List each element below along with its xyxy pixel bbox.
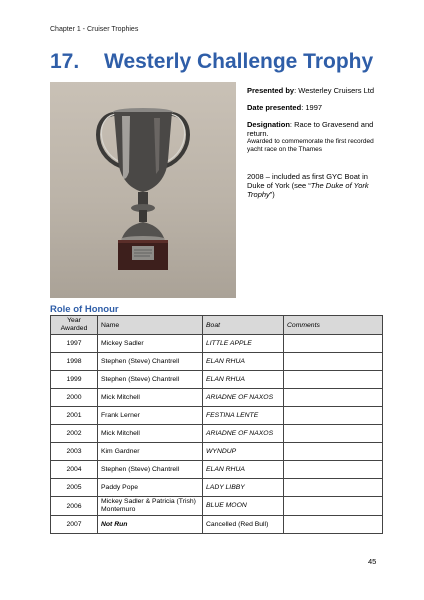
designation-label: Designation bbox=[247, 120, 290, 129]
boat-cell: ELAN RHUA bbox=[203, 353, 284, 371]
col-boat-header: Boat bbox=[203, 316, 284, 335]
trophy-photo bbox=[50, 82, 236, 298]
table-row bbox=[51, 335, 383, 353]
trophy-illustration bbox=[50, 82, 236, 298]
col-year-header: Year Awarded bbox=[51, 316, 98, 335]
presented-label: Presented by bbox=[247, 86, 295, 95]
comments-cell bbox=[284, 461, 383, 479]
name-cell: Kim Gardner bbox=[98, 443, 203, 461]
name-cell: Frank Lerner bbox=[98, 407, 203, 425]
table-row bbox=[51, 353, 383, 371]
section-title: Westerly Challenge Trophy bbox=[104, 50, 374, 73]
designation bbox=[247, 120, 375, 154]
roll-of-honour-table bbox=[50, 315, 383, 534]
boat-cell: Cancelled (Red Bull) bbox=[203, 516, 284, 534]
chapter-header: Chapter 1 - Cruiser Trophies bbox=[50, 26, 139, 33]
comments-cell bbox=[284, 479, 383, 497]
year-cell: 2003 bbox=[51, 443, 98, 461]
year-cell: 2007 bbox=[51, 516, 98, 534]
boat-cell: WYNDUP bbox=[203, 443, 284, 461]
boat-cell: ELAN RHUA bbox=[203, 461, 284, 479]
year-cell: 1997 bbox=[51, 335, 98, 353]
table-row bbox=[51, 461, 383, 479]
comments-cell bbox=[284, 516, 383, 534]
table-header-row bbox=[51, 316, 383, 335]
designation-note: Awarded to commemorate the first recorded yacht race on the Thames bbox=[247, 138, 374, 153]
boat-cell: ARIADNE OF NAXOS bbox=[203, 425, 284, 443]
table-row bbox=[51, 407, 383, 425]
boat-cell: FESTINA LENTE bbox=[203, 407, 284, 425]
comments-cell bbox=[284, 335, 383, 353]
year-cell: 2001 bbox=[51, 407, 98, 425]
comments-cell bbox=[284, 425, 383, 443]
year-cell: 2004 bbox=[51, 461, 98, 479]
boat-cell: LITTLE APPLE bbox=[203, 335, 284, 353]
table-row bbox=[51, 516, 383, 534]
year-cell: 2005 bbox=[51, 479, 98, 497]
name-cell: Not Run bbox=[98, 516, 203, 534]
note-2008-prefix: 2008 – included as first GYC Boat in Duke of York (see “ bbox=[247, 172, 368, 190]
year-cell: 2006 bbox=[51, 497, 98, 516]
presented-by bbox=[247, 86, 375, 95]
table-row bbox=[51, 371, 383, 389]
section-number: 17. bbox=[50, 50, 80, 73]
comments-cell bbox=[284, 389, 383, 407]
boat-cell: BLUE MOON bbox=[203, 497, 284, 516]
duke-of-york-reference: The Duke of York Trophy bbox=[247, 181, 369, 199]
designation-value: : Race to Gravesend and return. bbox=[247, 120, 374, 138]
comments-cell bbox=[284, 443, 383, 461]
note-2008 bbox=[247, 172, 375, 199]
name-cell: Mickey Sadler & Patricia (Trish) Montemuro bbox=[98, 497, 203, 516]
comments-cell bbox=[284, 371, 383, 389]
year-cell: 2002 bbox=[51, 425, 98, 443]
name-cell: Stephen (Steve) Chantrell bbox=[98, 371, 203, 389]
name-cell: Stephen (Steve) Chantrell bbox=[98, 353, 203, 371]
table-row bbox=[51, 389, 383, 407]
boat-cell: LADY LIBBY bbox=[203, 479, 284, 497]
presented-value: : Westerley Cruisers Ltd bbox=[294, 86, 374, 95]
comments-cell bbox=[284, 497, 383, 516]
page-number: 45 bbox=[368, 557, 377, 566]
comments-cell bbox=[284, 353, 383, 371]
date-label: Date presented bbox=[247, 103, 302, 112]
name-cell: Stephen (Steve) Chantrell bbox=[98, 461, 203, 479]
name-cell: Mick Mitchell bbox=[98, 389, 203, 407]
page-title bbox=[50, 50, 373, 74]
date-presented bbox=[247, 103, 375, 112]
name-cell: Mickey Sadler bbox=[98, 335, 203, 353]
date-value: : 1997 bbox=[301, 103, 323, 112]
boat-cell: ELAN RHUA bbox=[203, 371, 284, 389]
table-row bbox=[51, 479, 383, 497]
roll-of-honour-heading: Role of Honour bbox=[50, 304, 119, 315]
table-row bbox=[51, 497, 383, 516]
col-comments-header: Comments bbox=[284, 316, 383, 335]
year-cell: 1998 bbox=[51, 353, 98, 371]
year-cell: 2000 bbox=[51, 389, 98, 407]
name-cell: Mick Mitchell bbox=[98, 425, 203, 443]
boat-cell: ARIADNE OF NAXOS bbox=[203, 389, 284, 407]
trophy-info bbox=[247, 86, 375, 207]
name-cell: Paddy Pope bbox=[98, 479, 203, 497]
year-cell: 1999 bbox=[51, 371, 98, 389]
table-row bbox=[51, 443, 383, 461]
note-2008-suffix: ”) bbox=[269, 190, 275, 199]
comments-cell bbox=[284, 407, 383, 425]
table-row bbox=[51, 425, 383, 443]
col-name-header: Name bbox=[98, 316, 203, 335]
